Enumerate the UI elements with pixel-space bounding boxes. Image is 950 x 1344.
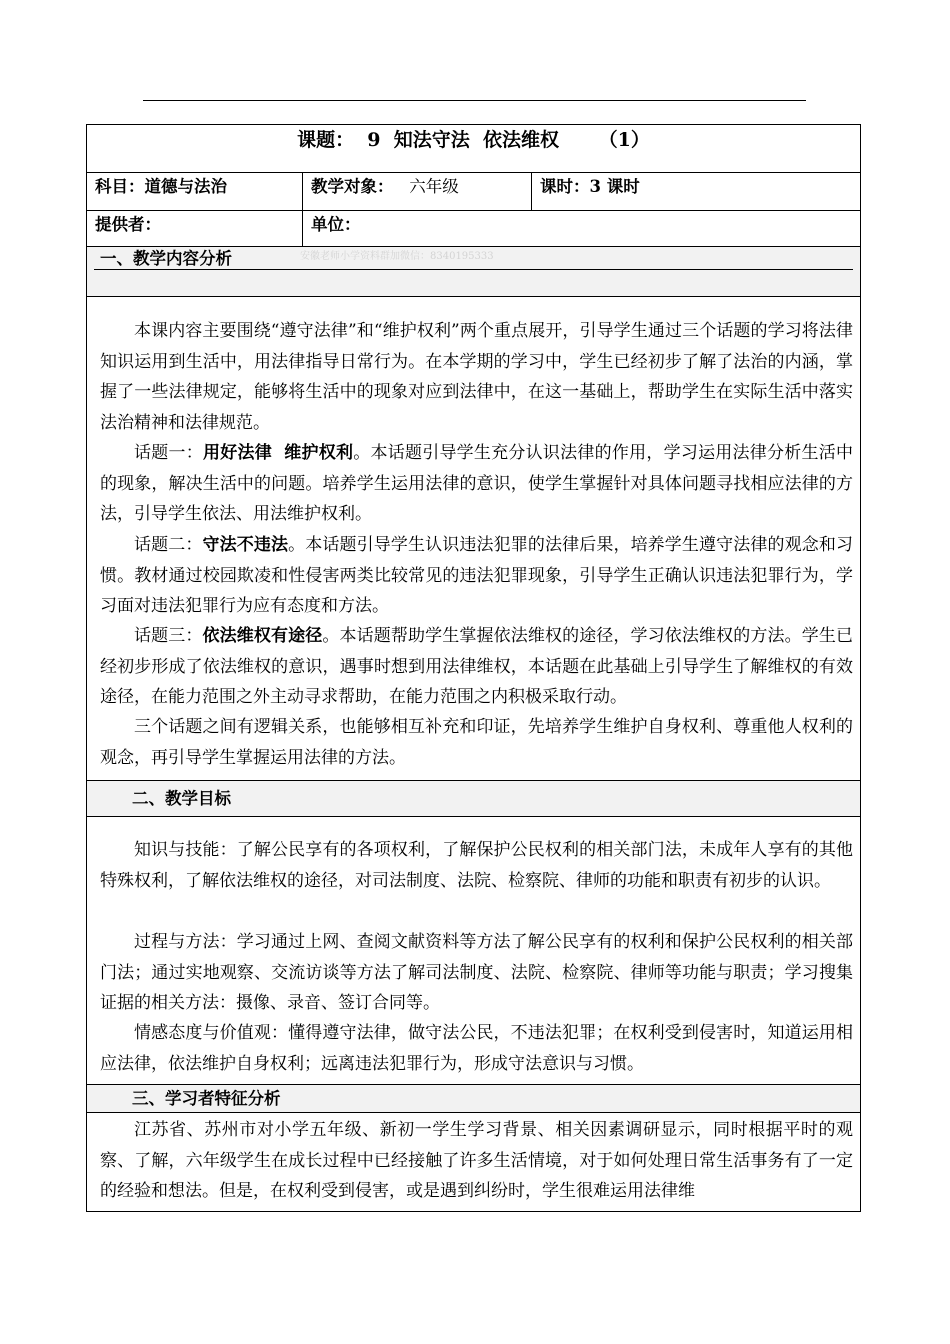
section3-body	[87, 1113, 860, 1211]
topic-1-text: 。本话题引导学生充分认识法律的作用，学习运用法律分析生活中的现象，解决生活中的问题。培养学生运用法律的意识，使学生掌握针对具体问题寻找相应法律的方法，引导学生依法、用法维护权利。	[100, 443, 854, 524]
target-value: 六年级	[409, 177, 459, 196]
learner-analysis: 江苏省、苏州市对小学五年级、新初一学生学习背景、相关因素调研显示，同时根据平时的观察、了解，六年级学生在成长过程中已经接触了许多生活情境，对于如何处理日常生活事务有了一定的经验和想法。但是，在权利受到侵害，或是遇到纠纷时，学生很难运用法律维	[100, 1120, 853, 1201]
topic-2-prefix: 话题二：	[134, 535, 203, 555]
topic-1-name: 用好法律 维护权利	[202, 443, 354, 463]
topic-3-prefix: 话题三：	[134, 626, 203, 646]
section2-body	[87, 817, 860, 1085]
target-label: 教学对象：	[311, 177, 394, 196]
provider-cell: 提供者：	[95, 215, 161, 234]
goal-knowledge: 知识与技能：了解公民享有的各项权利，了解保护公民权利的相关部门法，未成年人享有的其他特殊权利，了解依法维权的途径，对司法制度、法院、检察院、律师的功能和职责有初步的认识。	[100, 840, 853, 891]
topic-2-name: 守法不违法	[202, 535, 289, 555]
topic-1-prefix: 话题一：	[134, 443, 203, 463]
lesson-plan-table	[86, 124, 861, 1212]
goal-process: 过程与方法：学习通过上网、查阅文献资料等方法了解公民享有的权利和保护公民权利的相关部门法；通过实地观察、交流访谈等方法了解司法制度、法院、检察院、律师等功能与职责；学习搜集证据的相关方法：摄像、录音、签订合同等。	[100, 932, 853, 1013]
topic-3-paragraph	[100, 621, 853, 713]
topic-2-text: 。本话题引导学生认识违法犯罪的法律后果，培养学生遵守法律的观念和习惯。教材通过校园欺凌和性侵害两类比较常见的违法犯罪现象，引导学生正确认识违法犯罪行为，学习面对违法犯罪行为应有态度和方法。	[100, 535, 854, 616]
section3-heading: 三、学习者特征分析	[132, 1089, 281, 1108]
topic-1-paragraph	[100, 438, 853, 530]
section1-heading-rule	[94, 269, 853, 270]
section2-heading: 二、教学目标	[132, 789, 231, 808]
info-row	[87, 173, 860, 211]
goal-attitude: 情感态度与价值观：懂得遵守法律，做守法公民，不违法犯罪；在权利受到侵害时，知道运用相应法律，依法维护自身权利；远离违法犯罪行为，形成守法意识与习惯。	[100, 1023, 853, 1074]
topic-3-text: 。本话题帮助学生掌握依法维权的途径，学习依法维权的方法。学生已经初步形成了依法维权的意识，遇事时想到用法律维权，本话题在此基础上引导学生了解维权的有效途径，在能力范围之外主动寻求帮助，在能力范围之内积极采取行动。	[100, 626, 854, 707]
watermark-text: 安徽老师小学资料群加微信：8340195333	[300, 251, 494, 262]
header-rule	[143, 100, 806, 101]
lesson-title: 课题： 9 知法守法 依法维权 （1）	[87, 125, 860, 173]
section1-body	[87, 297, 860, 781]
unit-cell: 单位：	[302, 211, 860, 246]
hours-cell: 课时：3 课时	[531, 173, 860, 210]
topic-3-name: 依法维权有途径	[202, 626, 323, 646]
topic-2-paragraph	[100, 530, 853, 622]
section3-header	[87, 1085, 860, 1113]
section2-header	[87, 781, 860, 817]
section1-heading: 一、教学内容分析	[100, 249, 232, 268]
summary-paragraph: 三个话题之间有逻辑关系，也能够相互补充和印证，先培养学生维护自身权利、尊重他人权利的观念，再引导学生掌握运用法律的方法。	[100, 717, 853, 768]
provider-row	[87, 211, 860, 247]
subject-cell: 科目：道德与法治	[95, 177, 227, 196]
target-cell	[302, 173, 531, 210]
intro-paragraph: 本课内容主要围绕“遵守法律”和“维护权利”两个重点展开，引导学生通过三个话题的学习将法律知识运用到生活中，用法律指导日常行为。在本学期的学习中，学生已经初步了解了法治的内涵，掌握了一些法律规定，能够将生活中的现象对应到法律中，在这一基础上，帮助学生在实际生活中落实法治精神和法律规范。	[100, 321, 853, 433]
